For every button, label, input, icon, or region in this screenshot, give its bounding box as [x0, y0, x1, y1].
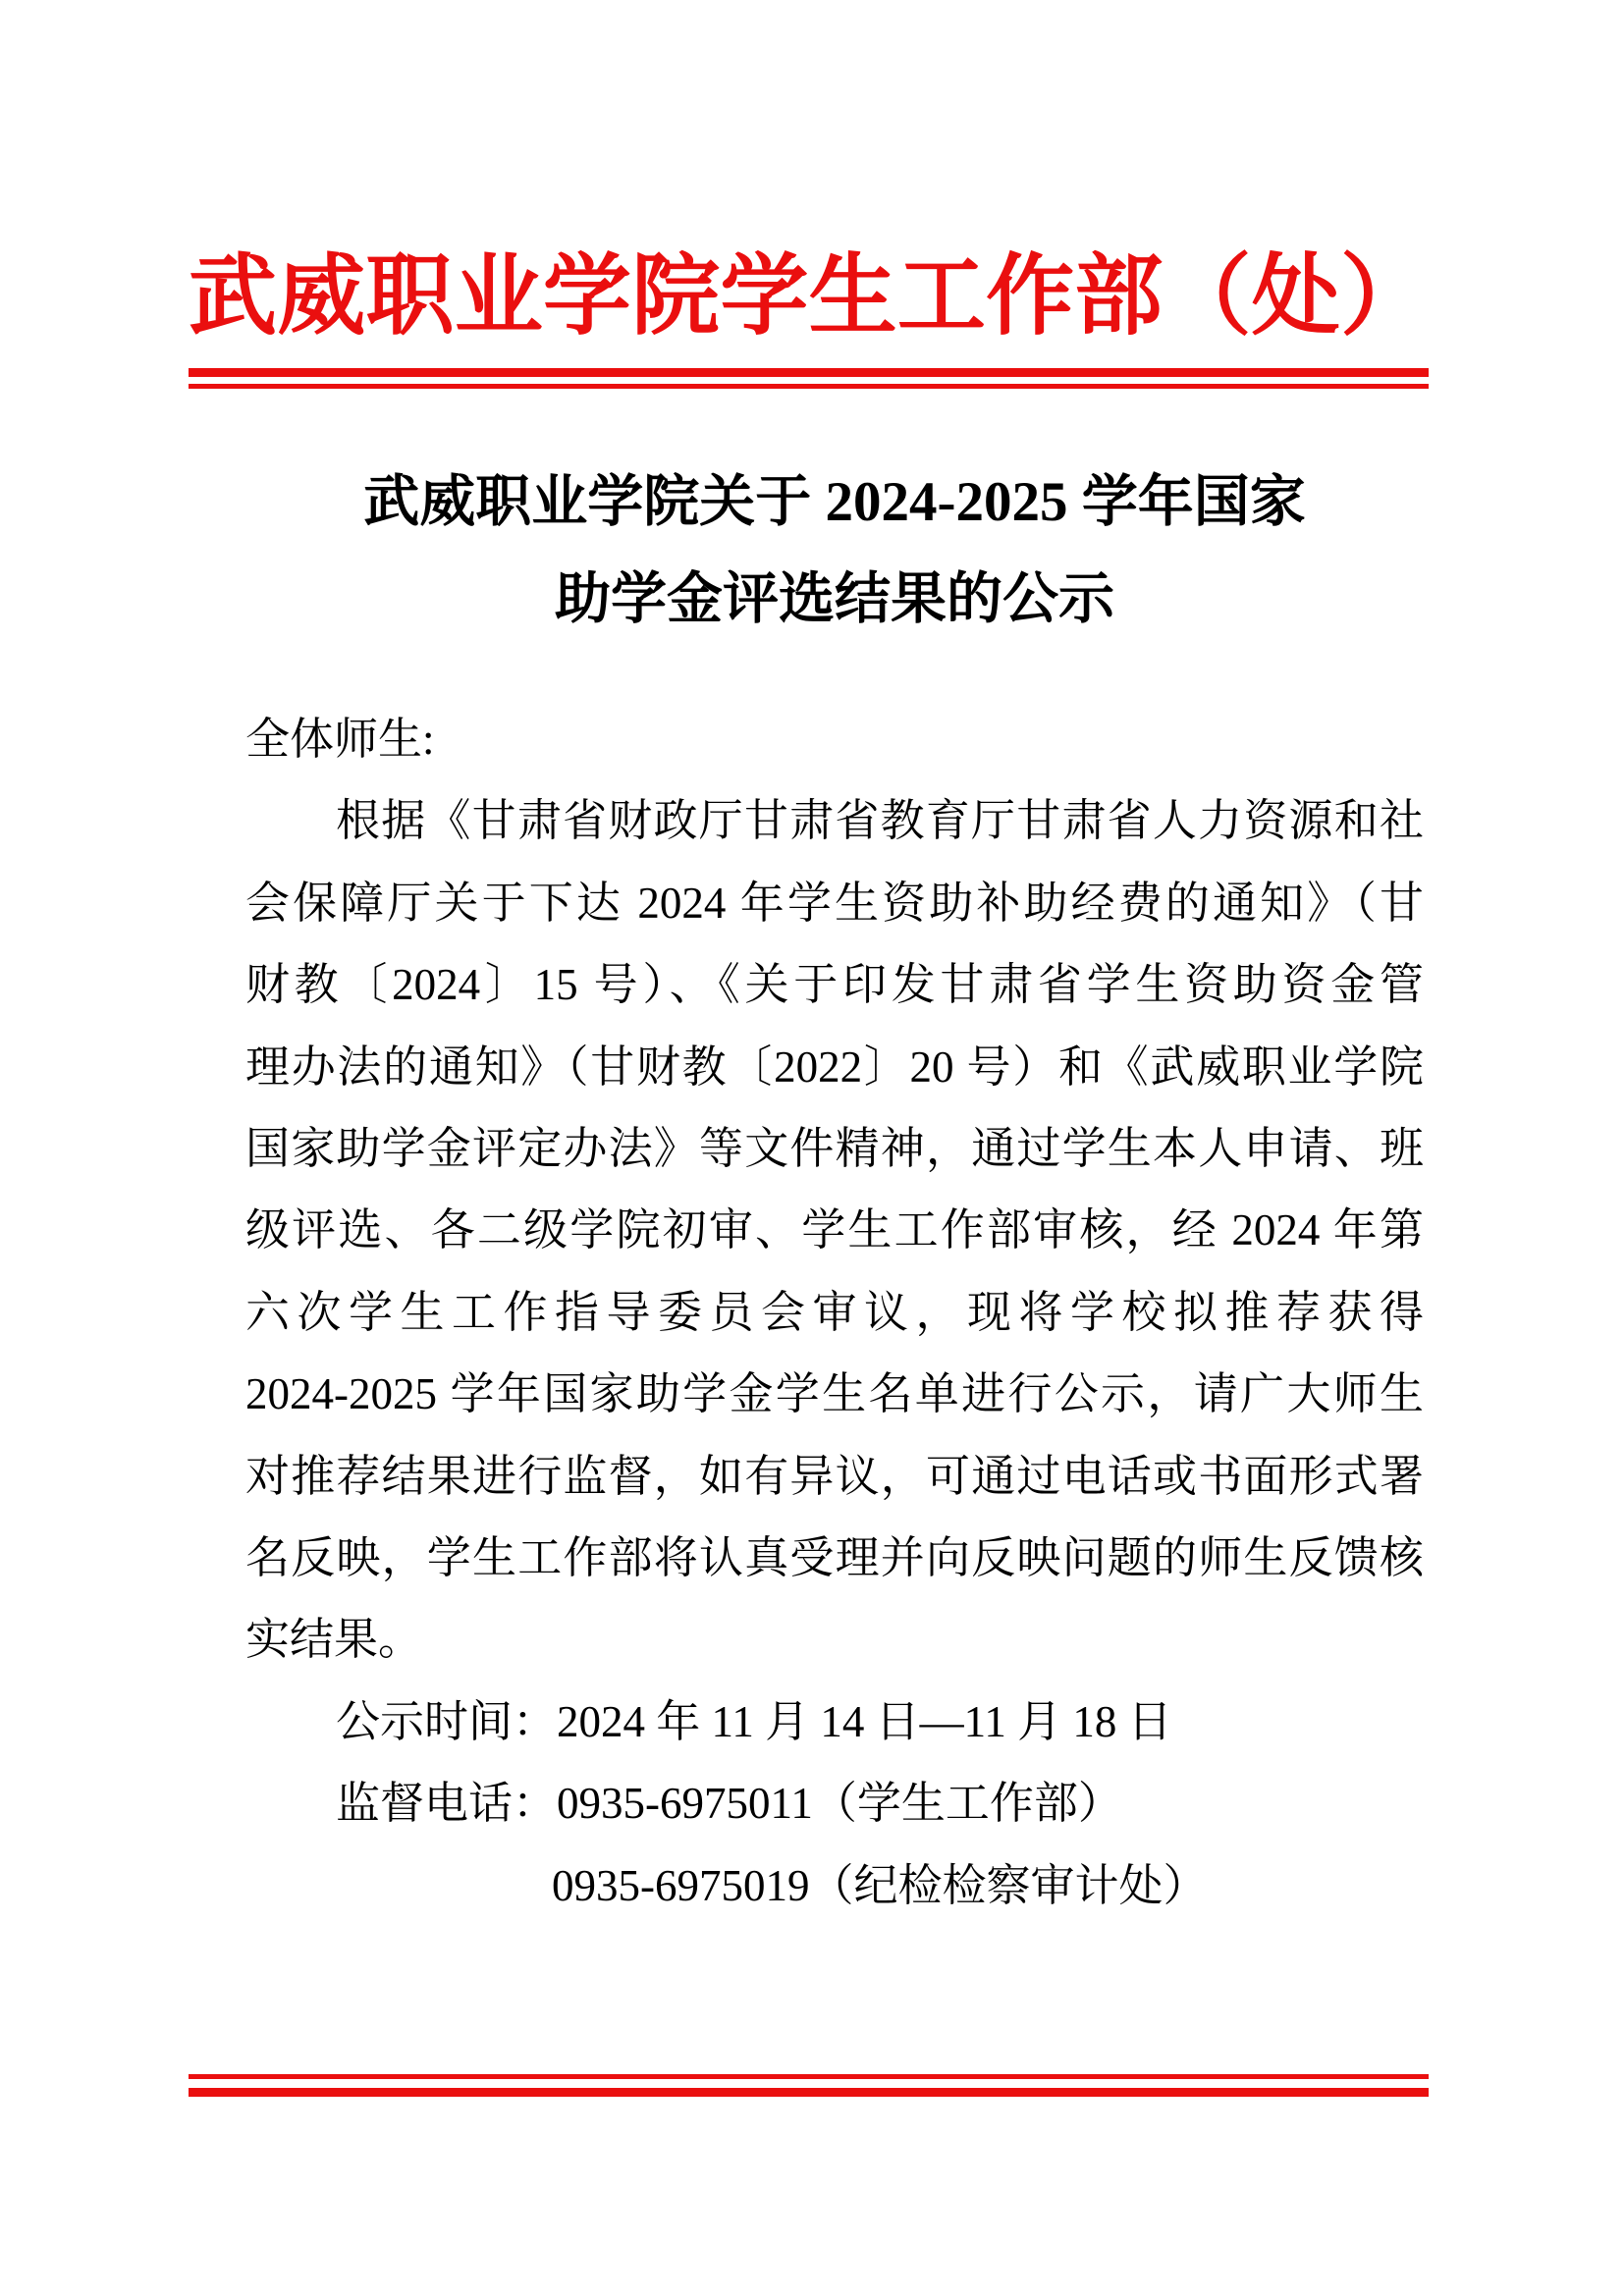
supervision-phone-2: 0935-6975019（纪检检察审计处）: [552, 1860, 1208, 1910]
letterhead-rule-thick: [189, 368, 1429, 377]
body-line: 会保障厅关于下达 2024 年学生资助补助经费的通知》（甘: [245, 878, 1424, 928]
letterhead-rule-thin: [189, 384, 1429, 389]
letterhead-title: 武威职业学院学生工作部（处）: [189, 248, 1429, 346]
footer-rule-thick: [189, 2088, 1429, 2097]
body-line: 财教〔2024〕15 号）、《关于印发甘肃省学生资助资金管: [245, 960, 1424, 1010]
publicity-period: 公示时间：2024 年 11 月 14 日—11 月 18 日: [336, 1696, 1172, 1746]
body-line: 对推荐结果进行监督，如有异议，可通过电话或书面形式署: [245, 1451, 1424, 1501]
notice-title-line-2: 助学金评选结果的公示: [555, 568, 1114, 630]
footer-rule-thin: [189, 2074, 1429, 2079]
body-line: 名反映，学生工作部将认真受理并向反映问题的师生反馈核: [245, 1533, 1424, 1583]
notice-body: [245, 699, 1424, 1927]
body-line: 级评选、各二级学院初审、学生工作部审核，经 2024 年第: [245, 1205, 1424, 1255]
notice-title: [245, 454, 1424, 648]
notice-title-line-1: 武威职业学院关于 2024-2025 学年国家: [363, 471, 1306, 533]
body-line: 2024-2025 学年国家助学金学生名单进行公示，请广大师生: [245, 1369, 1424, 1419]
supervision-phone-1: 监督电话：0935-6975011（学生工作部）: [336, 1779, 1122, 1829]
body-line: 理办法的通知》（甘财教〔2022〕20 号）和《武威职业学院: [245, 1041, 1424, 1092]
body-line: 实结果。: [245, 1615, 423, 1665]
body-line: 国家助学金评定办法》等文件精神，通过学生本人申请、班: [245, 1124, 1424, 1174]
salutation: 全体师生:: [245, 715, 435, 764]
body-line: 六次学生工作指导委员会审议，现将学校拟推荐获得: [245, 1287, 1424, 1337]
body-line: 根据《甘肃省财政厅甘肃省教育厅甘肃省人力资源和社: [336, 796, 1424, 846]
